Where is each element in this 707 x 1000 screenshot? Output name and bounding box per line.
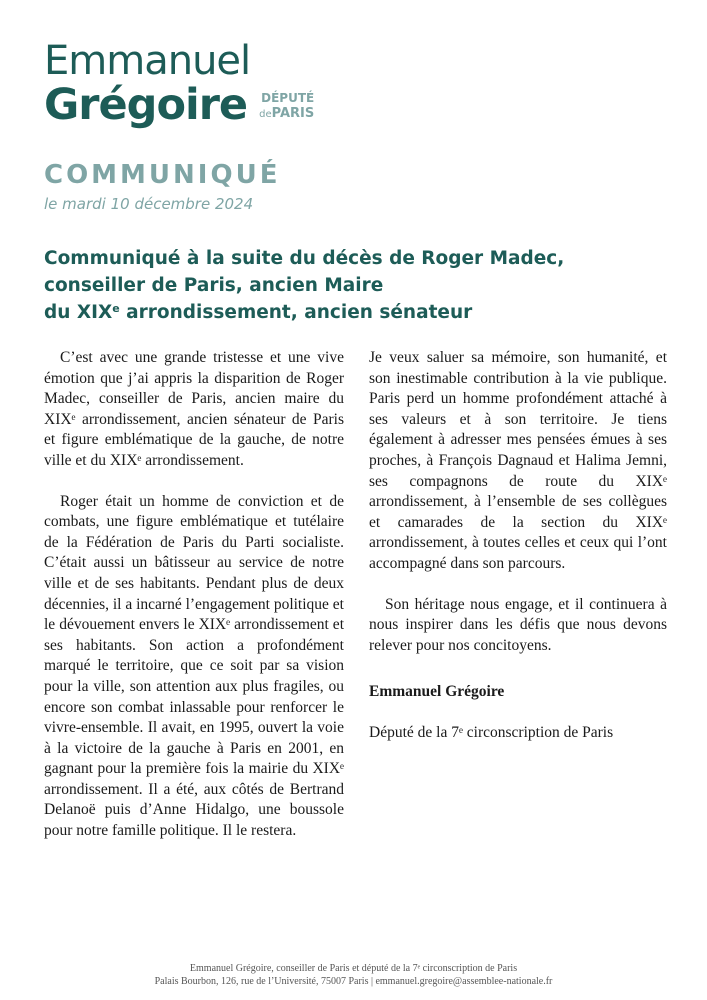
body-paragraph-2: Roger était un homme de conviction et de combats, une figure emblématique et tutélaire de la Fédération de Paris du Parti socialiste. C’était aussi un bâtisseur au service de notre ville et de ses habitants. Pendant plus de deux décennies, il a incarné l’engagement politique et le dévouement envers le XIXᵉ arrondissement et ses habitants. Son action a profondément marqué le territoire, que ce soit par sa vision pour la ville, son attention aux plus fragiles, ou encore son combat inlassable pour renforcer le vivre-ensemble. Il avait, en 1995, ouvert la voie à la victoire de la gauche à Paris en 2001, en gagnant pour la première fois la mairie du XIXᵉ arrondissement. Il a été, aux côtés de Bertrand Delanoë puis d’Anne Hidalgo, une boussole pour notre famille politique. Il le restera.	[44, 492, 344, 840]
logo-row	[44, 82, 314, 128]
logo	[44, 40, 314, 128]
communique-date: le mardi 10 décembre 2024	[44, 195, 254, 213]
logo-role-de: de	[259, 109, 272, 120]
logo-role-city	[259, 105, 314, 122]
logo-last-name: Grégoire	[44, 80, 248, 130]
footer-line-2: Palais Bourbon, 126, rue de l’Université, 75007 Paris | emmanuel.gregoire@assemblee-nationale.fr	[154, 976, 553, 987]
signature	[369, 682, 667, 743]
logo-first-name: Emmanuel	[44, 38, 251, 84]
communique-label: COMMUNIQUÉ	[44, 160, 281, 190]
signature-title: Député de la 7ᵉ circonscription de Paris	[369, 723, 614, 741]
headline	[44, 245, 664, 326]
headline-line-1: Communiqué à la suite du décès de Roger Madec,	[44, 248, 565, 269]
footer	[0, 962, 707, 988]
logo-role	[259, 91, 314, 122]
logo-role-title: DÉPUTÉ	[261, 91, 315, 105]
headline-line-3-sup: e	[112, 302, 120, 315]
body-paragraph-1: C’est avec une grande tristesse et une vive émotion que j’ai appris la disparition de Roger Madec, conseiller de Paris, ancien maire du XIXᵉ arrondissement, ancien sénateur de Paris et figure emblématique de la gauche, de notre ville et du XIXᵉ arrondissement.	[44, 349, 344, 469]
headline-line-3-prefix: du XIX	[44, 302, 113, 323]
headline-line-2: conseiller de Paris, ancien Maire	[44, 275, 384, 296]
footer-line-1: Emmanuel Grégoire, conseiller de Paris et député de la 7ᵉ circonscription de Paris	[189, 963, 518, 974]
signature-name: Emmanuel Grégoire	[369, 683, 505, 701]
body-paragraph-4: Son héritage nous engage, et il continuera à nous inspirer dans les défis que nous devons relever pour nos concitoyens.	[369, 595, 667, 654]
headline-line-3	[44, 299, 664, 326]
body-paragraph-3: Je veux saluer sa mémoire, son humanité, et son inestimable contribution à la vie publique. Paris perd un homme profondément attaché à ses valeurs et à son territoire. Je tiens également à adresser mes pensées émues à ses proches, à François Dagnaud et Halima Jemni, ses compagnons de route du XIXᵉ arrondissement, à l’ensemble de ses collègues et camarades de la section du XIXᵉ arrondissement, à toutes celles et ceux qui l’ont accompagné dans son parcours.	[369, 349, 667, 572]
logo-role-paris: PARIS	[271, 106, 315, 121]
headline-line-3-suffix: arrondissement, ancien sénateur	[119, 302, 473, 323]
body-column-left	[44, 348, 344, 862]
body-column-right	[369, 348, 667, 764]
